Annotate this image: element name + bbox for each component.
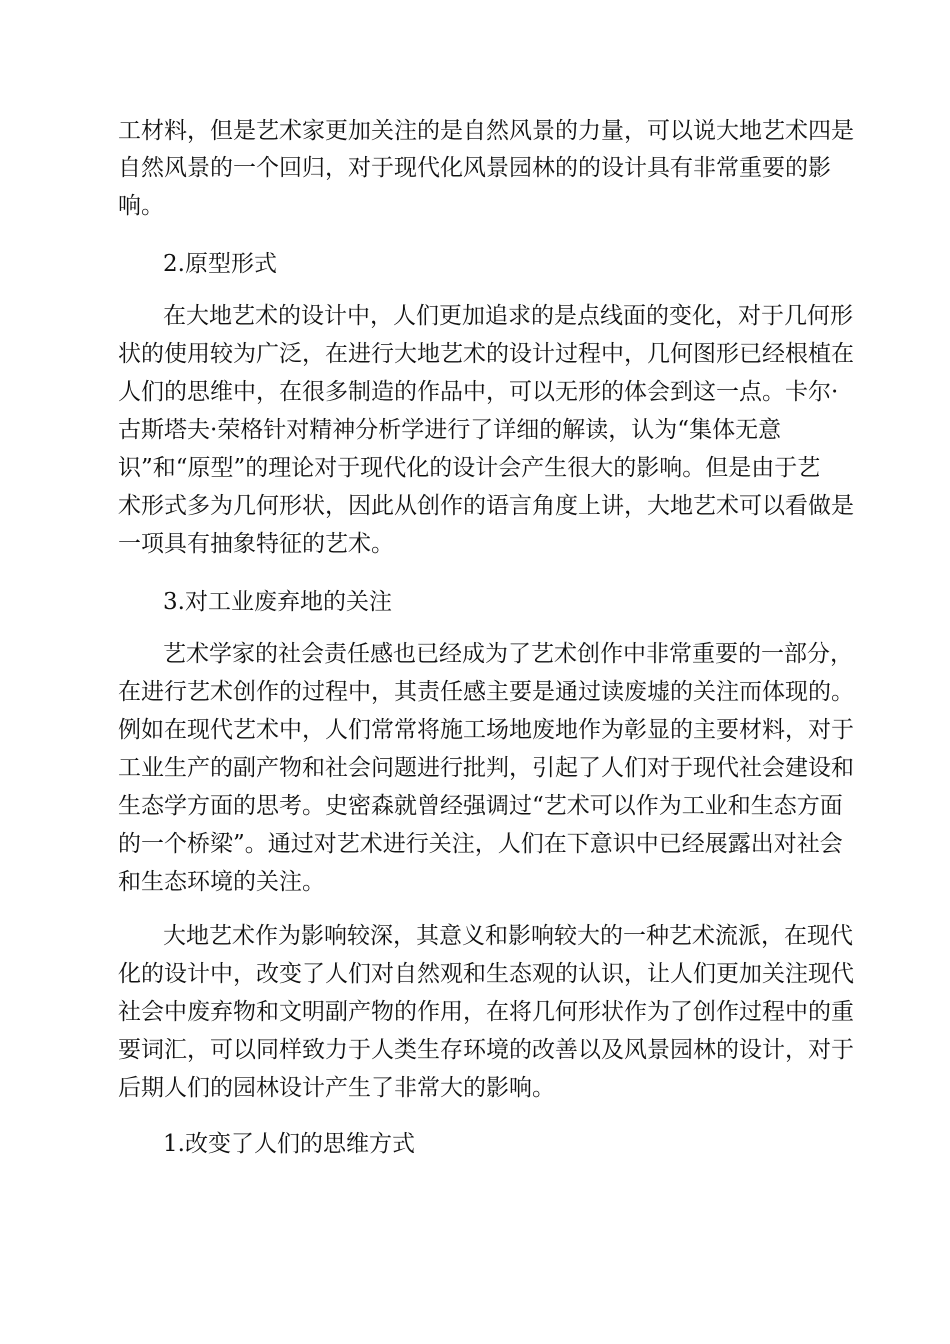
text-line: 和生态环境的关注。 [118, 869, 325, 895]
text-line: 识”和“原型”的理论对于现代化的设计会产生很大的影响。但是由于艺 [118, 455, 821, 481]
section-heading: 1.改变了人们的思维方式 [163, 1131, 415, 1157]
text-line: 社会中废弃物和文明副产物的作用，在将几何形状作为了创作过程中的重 [118, 999, 854, 1025]
text-line: 古斯塔夫·荣格针对精神分析学进行了详细的解读，认为“集体无意 [118, 417, 782, 443]
text-line: 在大地艺术的设计中，人们更加追求的是点线面的变化，对于几何形 [163, 303, 853, 329]
text-line: 自然风景的一个回归，对于现代化风景园林的的设计具有非常重要的影 [118, 155, 831, 181]
text-line: 化的设计中，改变了人们对自然观和生态观的认识，让人们更加关注现代 [118, 961, 854, 987]
text-line: 响。 [118, 193, 164, 219]
text-line: 的一个桥梁”。通过对艺术进行关注，人们在下意识中已经展露出对社会 [118, 831, 843, 857]
text-line: 一项具有抽象特征的艺术。 [118, 531, 394, 557]
text-line: 状的使用较为广泛，在进行大地艺术的设计过程中，几何图形已经根植在 [118, 341, 854, 367]
text-line: 例如在现代艺术中，人们常常将施工场地废地作为彰显的主要材料，对于 [118, 717, 854, 743]
text-line: 工业生产的副产物和社会问题进行批判，引起了人们对于现代社会建设和 [118, 755, 854, 781]
section-heading: 3.对工业废弃地的关注 [163, 589, 392, 615]
text-line: 人们的思维中，在很多制造的作品中，可以无形的体会到这一点。卡尔· [118, 379, 839, 405]
section-heading: 2.原型形式 [163, 251, 277, 277]
text-line: 术形式多为几何形状，因此从创作的语言角度上讲，大地艺术可以看做是 [118, 493, 854, 519]
text-line: 在进行艺术创作的过程中，其责任感主要是通过读废墟的关注而体现的。 [118, 679, 854, 705]
text-line: 后期人们的园林设计产生了非常大的影响。 [118, 1075, 555, 1101]
text-line: 要词汇，可以同样致力于人类生存环境的改善以及风景园林的设计，对于 [118, 1037, 854, 1063]
text-line: 艺术学家的社会责任感也已经成为了艺术创作中非常重要的一部分， [163, 641, 853, 667]
text-line: 工材料，但是艺术家更加关注的是自然风景的力量，可以说大地艺术四是 [118, 118, 854, 144]
text-line: 大地艺术作为影响较深，其意义和影响较大的一种艺术流派，在现代 [163, 923, 853, 949]
text-line: 生态学方面的思考。史密森就曾经强调过“艺术可以作为工业和生态方面 [118, 793, 843, 819]
